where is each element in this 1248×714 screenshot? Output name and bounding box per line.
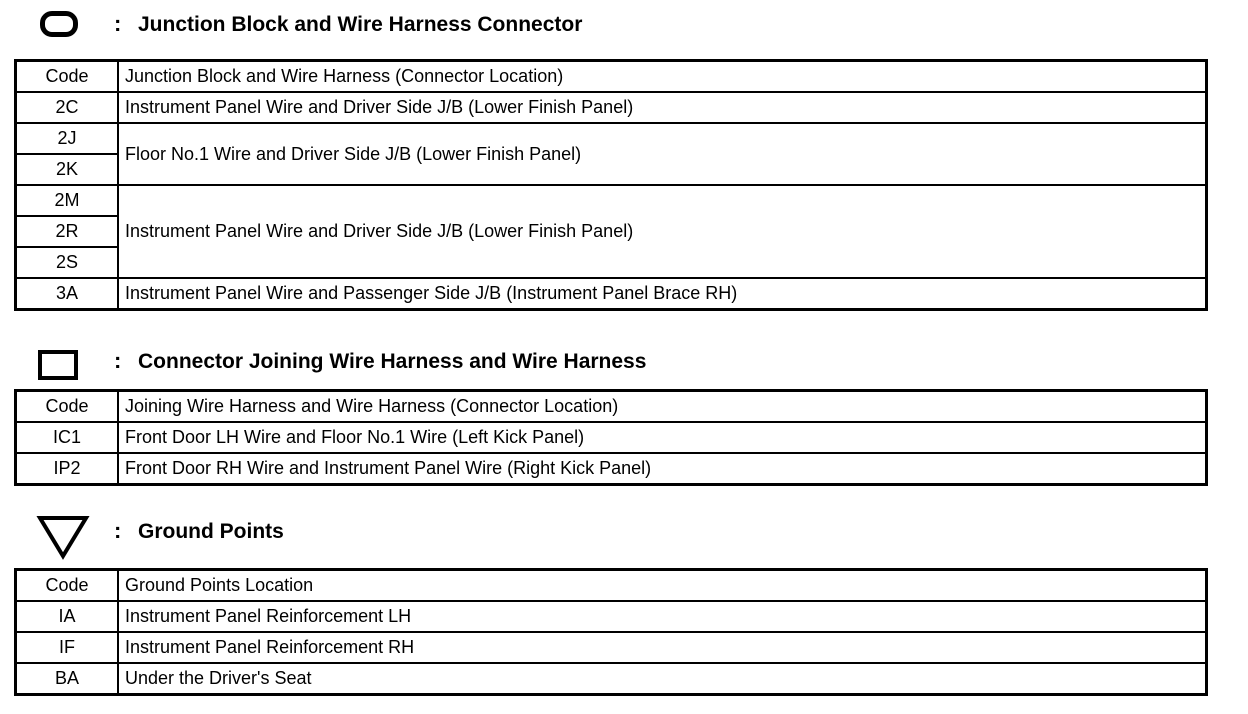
row-code: IC1	[16, 422, 119, 453]
section-heading-ground-points	[0, 514, 1248, 548]
section-title: Junction Block and Wire Harness Connector	[138, 13, 583, 36]
row-code: IF	[16, 632, 119, 663]
ground-points-table	[14, 568, 1208, 696]
table-row	[16, 278, 1207, 310]
table-row	[16, 632, 1207, 663]
description-header: Ground Points Location	[118, 570, 1207, 602]
row-description: Instrument Panel Wire and Passenger Side J/B (Instrument Panel Brace RH)	[118, 278, 1207, 310]
heading-colon: :	[114, 348, 122, 373]
row-code: 2S	[16, 247, 119, 278]
code-header: Code	[16, 570, 119, 602]
row-description: Under the Driver's Seat	[118, 663, 1207, 695]
section-heading-connector-joining	[0, 346, 1248, 380]
code-header: Code	[16, 391, 119, 423]
table-row	[16, 422, 1207, 453]
row-code: BA	[16, 663, 119, 695]
row-description: Instrument Panel Reinforcement LH	[118, 601, 1207, 632]
section-title: Ground Points	[138, 520, 284, 543]
row-code: 2M	[16, 185, 119, 216]
row-code: 2K	[16, 154, 119, 185]
table-header-row	[16, 61, 1207, 93]
connector-joining-table	[14, 389, 1208, 486]
heading-colon: :	[114, 11, 122, 36]
heading-colon: :	[114, 518, 122, 543]
junction-block-table	[14, 59, 1208, 311]
table-row	[16, 185, 1207, 216]
table-row	[16, 92, 1207, 123]
row-code: IP2	[16, 453, 119, 485]
row-description: Instrument Panel Wire and Driver Side J/B (Lower Finish Panel)	[118, 185, 1207, 278]
table-header-row	[16, 570, 1207, 602]
code-header: Code	[16, 61, 119, 93]
description-header: Junction Block and Wire Harness (Connector Location)	[118, 61, 1207, 93]
table-row	[16, 601, 1207, 632]
oval-connector-icon	[40, 11, 78, 37]
rectangle-connector-icon	[38, 350, 78, 380]
row-code: IA	[16, 601, 119, 632]
row-code: 2R	[16, 216, 119, 247]
row-description: Instrument Panel Reinforcement RH	[118, 632, 1207, 663]
table-row	[16, 123, 1207, 154]
table-row	[16, 663, 1207, 695]
row-description: Floor No.1 Wire and Driver Side J/B (Lower Finish Panel)	[118, 123, 1207, 185]
triangle-ground-icon	[36, 514, 90, 560]
description-header: Joining Wire Harness and Wire Harness (Connector Location)	[118, 391, 1207, 423]
row-description: Front Door LH Wire and Floor No.1 Wire (Left Kick Panel)	[118, 422, 1207, 453]
section-title: Connector Joining Wire Harness and Wire Harness	[138, 350, 647, 373]
row-description: Instrument Panel Wire and Driver Side J/B (Lower Finish Panel)	[118, 92, 1207, 123]
table-header-row	[16, 391, 1207, 423]
table-row	[16, 453, 1207, 485]
row-description: Front Door RH Wire and Instrument Panel Wire (Right Kick Panel)	[118, 453, 1207, 485]
section-heading-junction-block	[0, 8, 1248, 42]
row-code: 3A	[16, 278, 119, 310]
row-code: 2J	[16, 123, 119, 154]
row-code: 2C	[16, 92, 119, 123]
